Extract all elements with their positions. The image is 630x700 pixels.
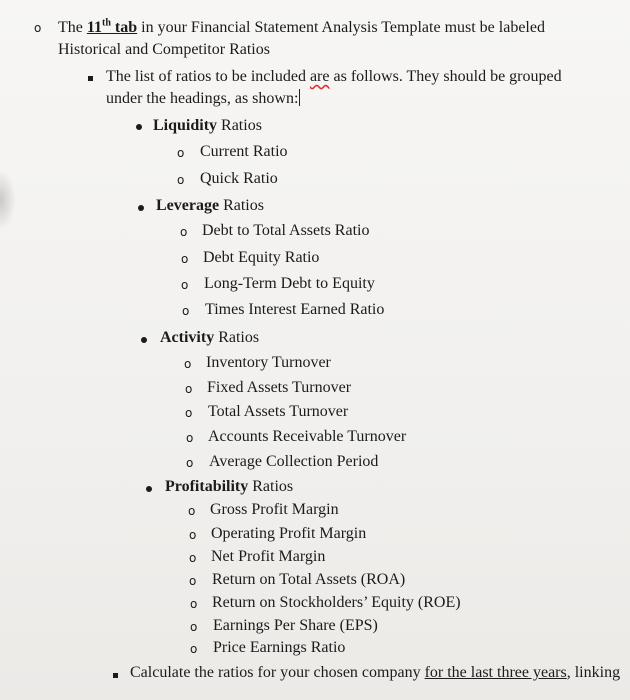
list-item: Price Earnings Ratio bbox=[213, 639, 346, 656]
list-item: Average Collection Period bbox=[209, 453, 379, 470]
list-item: Current Ratio bbox=[200, 143, 288, 160]
list-item: Fixed Assets Turnover bbox=[207, 379, 352, 396]
list-item: Net Profit Margin bbox=[211, 548, 326, 565]
group-heading-liquidity: Liquidity Ratios bbox=[153, 117, 262, 134]
text-rest: in your Financial Statement Analysis Template must be labeled bbox=[137, 19, 545, 36]
list-item: Return on Total Assets (ROA) bbox=[212, 571, 406, 588]
list-item: Times Interest Earned Ratio bbox=[205, 301, 385, 318]
tab-ordinal: 11th tab bbox=[86, 17, 138, 36]
hollow-bullet-icon: o bbox=[190, 642, 198, 656]
hollow-bullet-icon: o bbox=[184, 357, 192, 371]
list-item: Return on Stockholders’ Equity (ROE) bbox=[212, 594, 461, 611]
list-item: Inventory Turnover bbox=[206, 354, 331, 371]
list-item: Long-Term Debt to Equity bbox=[204, 275, 375, 292]
list-item: Operating Profit Margin bbox=[211, 525, 367, 542]
tab-instruction-line-1 bbox=[58, 18, 545, 38]
hollow-bullet-icon: o bbox=[181, 252, 189, 266]
text-cursor bbox=[299, 89, 300, 106]
list-item: Debt to Total Assets Ratio bbox=[202, 222, 370, 239]
underlined-phrase: for the last three years bbox=[424, 664, 567, 681]
calculate-instruction-line: Calculate the ratios for your chosen company for the last three years, linking bbox=[130, 664, 621, 681]
underlined-word: are bbox=[309, 68, 330, 85]
list-item: Earnings Per Share (EPS) bbox=[213, 617, 378, 634]
hollow-bullet-icon: o bbox=[182, 304, 190, 318]
list-item: Quick Ratio bbox=[200, 170, 278, 187]
hollow-bullet-icon: o bbox=[34, 21, 42, 35]
disc-bullet-icon bbox=[138, 205, 144, 211]
hollow-bullet-icon: o bbox=[189, 528, 197, 542]
hollow-bullet-icon: o bbox=[185, 406, 193, 420]
disc-bullet-icon bbox=[136, 124, 142, 130]
tab-instruction-line-2: Historical and Competitor Ratios bbox=[58, 41, 270, 58]
disc-bullet-icon bbox=[146, 486, 152, 492]
list-item: Total Assets Turnover bbox=[208, 403, 349, 420]
hollow-bullet-icon: o bbox=[181, 278, 189, 292]
page-edge-shadow bbox=[0, 170, 16, 230]
square-bullet-icon bbox=[113, 673, 118, 678]
ratios-intro-line-1: The list of ratios to be included are as follows. They should be grouped bbox=[106, 68, 562, 85]
group-heading-leverage: Leverage Ratios bbox=[156, 197, 264, 214]
hollow-bullet-icon: o bbox=[180, 225, 188, 239]
hollow-bullet-icon: o bbox=[189, 574, 197, 588]
list-item: Accounts Receivable Turnover bbox=[208, 428, 407, 445]
group-heading-profitability: Profitability Ratios bbox=[165, 478, 294, 495]
list-item: Gross Profit Margin bbox=[210, 501, 339, 518]
hollow-bullet-icon: o bbox=[188, 504, 196, 518]
ratios-intro-line-2: under the headings, as shown: bbox=[106, 90, 299, 107]
hollow-bullet-icon: o bbox=[190, 597, 198, 611]
hollow-bullet-icon: o bbox=[177, 173, 185, 187]
hollow-bullet-icon: o bbox=[186, 456, 194, 470]
square-bullet-icon bbox=[88, 76, 93, 81]
list-item: Debt Equity Ratio bbox=[203, 249, 320, 266]
hollow-bullet-icon: o bbox=[186, 431, 194, 445]
hollow-bullet-icon: o bbox=[190, 620, 198, 634]
hollow-bullet-icon: o bbox=[185, 382, 193, 396]
text-prefix: The bbox=[58, 19, 87, 36]
hollow-bullet-icon: o bbox=[189, 551, 197, 565]
group-heading-activity: Activity Ratios bbox=[160, 329, 260, 346]
hollow-bullet-icon: o bbox=[177, 146, 185, 160]
disc-bullet-icon bbox=[141, 337, 147, 343]
